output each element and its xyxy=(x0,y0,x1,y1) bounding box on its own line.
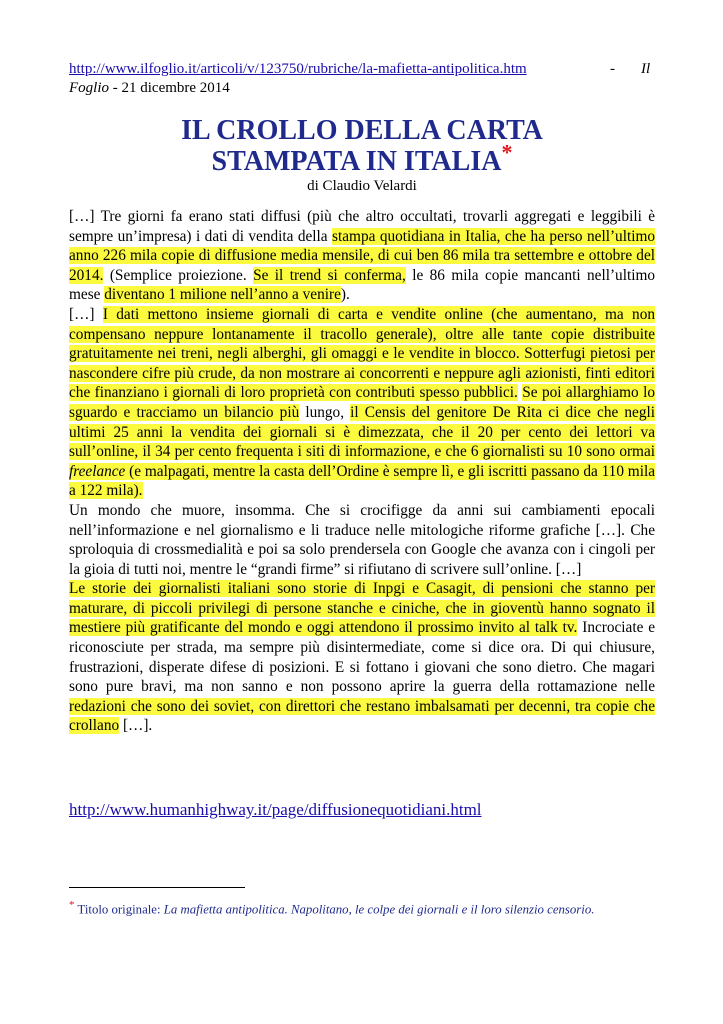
article-title xyxy=(69,115,655,177)
highlighted-text: Se il trend si conferma, xyxy=(253,266,406,284)
text: […] xyxy=(69,305,103,323)
highlighted-text: diventano 1 milione nell’anno a venire xyxy=(104,286,341,304)
paragraph-1 xyxy=(69,207,655,305)
footnote-original-title: La mafietta antipolitica. Napolitano, le colpe dei giornali e il loro silenzio censorio. xyxy=(163,902,595,917)
article-body xyxy=(69,207,655,736)
footnote xyxy=(69,897,655,918)
title-line-2: STAMPATA IN ITALIA xyxy=(211,146,502,177)
byline: di Claudio Velardi xyxy=(307,178,417,194)
text: ). xyxy=(340,286,350,304)
paragraph-4 xyxy=(69,579,655,736)
highlighted-text: stampa quotidiana in Italia, che ha perso nell’ultimo anno 226 mila copie di diffusione media mensile, di cui ben 86 mila tra settembre e ottobre del 2014. xyxy=(69,227,655,284)
footnote-divider xyxy=(69,887,245,888)
source-publication-name: Foglio xyxy=(69,80,109,96)
text: […] Tre giorni fa erano stati diffusi (più che altro occultati, trovarli aggregati e leggibili è sempre un’impresa) i dati di vendita della xyxy=(69,208,655,245)
reference-link-block xyxy=(69,800,482,820)
paragraph-3: Un mondo che muore, insomma. Che si crocifigge da anni sui cambiamenti epocali nell’informazione e nel giornalismo e li traduce nelle mitologiche riforme grafiche […]. Che sproloquia di crossmedialità e poi sa solo prendersela con Google che avanza con i cingoli per la gioia di tutti noi, mentre le “grandi firme” si rifiutano di scrivere sull’online. […] xyxy=(69,501,655,578)
highlighted-text: Le storie dei giornalisti italiani sono storie di Inpgi e Casagit, di pensioni che stanno per maturare, di piccoli privilegi di persone stanche e ciniche, che in gioventù hanno sognato il mestiere più gratificante del mondo e oggi attendono il prossimo invito al talk tv. xyxy=(69,580,655,637)
source-dash: - xyxy=(610,61,615,77)
text: lungo, xyxy=(299,403,351,421)
paragraph-2 xyxy=(69,305,655,501)
text: Incrociate e riconosciute per strada, ma sempre più disintermediate, come si dice ora. Di qui chiusure, frustrazioni, disperate difese di posizioni. E si fottano i giovani che sono dietro. Che magari sono pure bravi, ma non sanno e non possono aprire la guerra della rottamazione nelle xyxy=(69,619,655,696)
highlighted-text: I dati mettono insieme giornali di carta e vendite online (che aumentano, ma non compensano neppure lontanamente il tracollo generale), oltre alle tante copie distribuite gratuitamente nei treni, negli alberghi, gli omaggi e le vendite in blocco. Sotterfugi pietosi per nascondere cifre più crude, da non mostrare ai concorrenti e neppure agli azionisti, finti editori che finanziano i giornali di loro proprietà con contributi spesso pubblici. xyxy=(69,305,656,402)
reference-url-link[interactable]: http://www.humanhighway.it/page/diffusionequotidiani.html xyxy=(69,800,482,819)
source-line xyxy=(69,60,655,98)
footnote-star-icon: * xyxy=(501,139,513,165)
text: […]. xyxy=(119,717,153,735)
source-date: - 21 dicembre 2014 xyxy=(109,80,230,96)
title-line-1: IL CROLLO DELLA CARTA xyxy=(181,115,543,146)
highlighted-text: Se poi allarghiamo lo sguardo e tracciamo un bilancio più xyxy=(69,384,655,421)
text: (Semplice proiezione. xyxy=(103,266,254,284)
source-publication-start: Il xyxy=(641,61,651,77)
footnote-label: Titolo originale: xyxy=(74,902,164,917)
highlighted-text xyxy=(69,463,125,480)
highlighted-text: (e malpagati, mentre la casta dell’Ordine è sempre lì, e gli iscritti passano da 110 mila a 122 mila). xyxy=(69,462,655,500)
highlighted-text: redazioni che sono dei soviet, con direttori che restano imbalsamati per decenni, tra copie che crollano xyxy=(69,697,655,735)
italic-text: freelance xyxy=(69,462,126,480)
text: le 86 mila copie mancanti nell’ultimo mese xyxy=(69,266,655,304)
highlighted-text: il Censis del genitore De Rita ci dice che negli ultimi 25 anni la vendita dei giornali si è dimezzata, che il 20 per cento dei lettori va sull’online, il 34 per cento frequenta i siti di informazione, e che 6 giornalisti su 10 sono ormai xyxy=(69,403,655,461)
source-url-link[interactable]: http://www.ilfoglio.it/articoli/v/123750/rubriche/la-mafietta-antipolitica.htm xyxy=(69,61,527,77)
footnote-star-icon: * xyxy=(69,899,75,911)
